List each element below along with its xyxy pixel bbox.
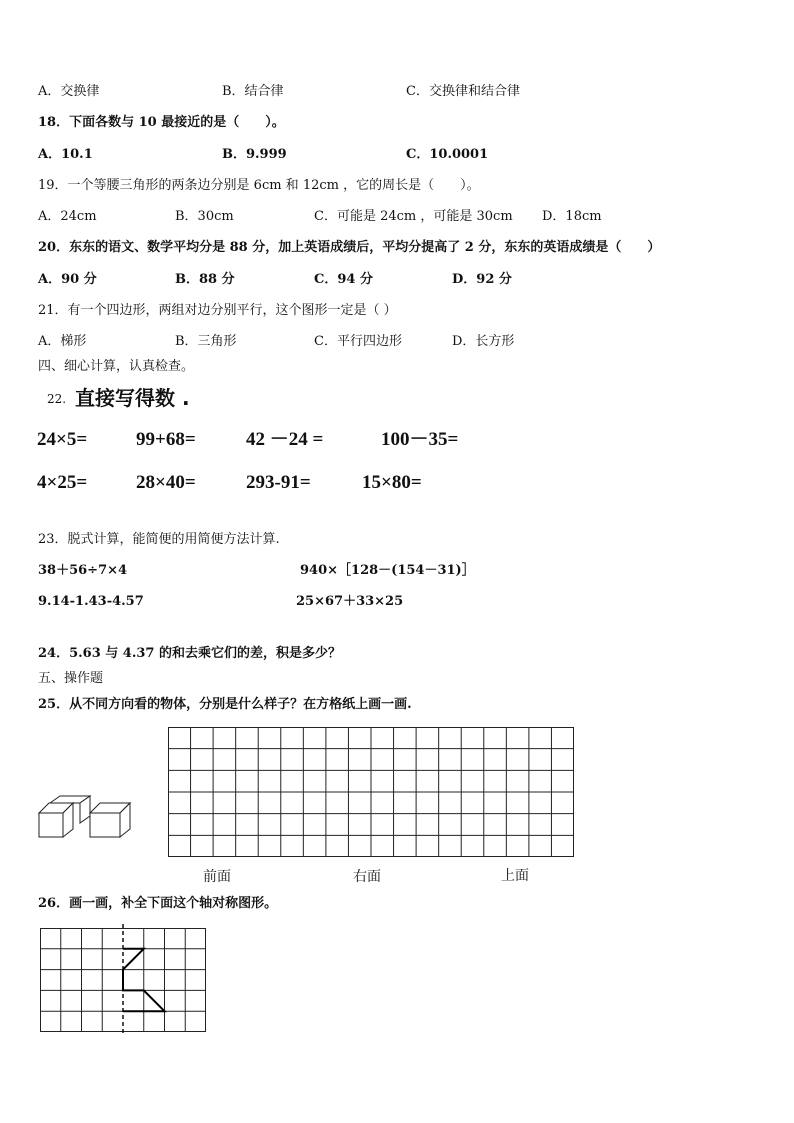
- q24-stem: 24．5.63 与 4.37 的和去乘它们的差，积是多少？: [38, 646, 341, 661]
- q22-r2-c2: 28×40=: [136, 472, 196, 493]
- q22-r1-c2: 99+68=: [136, 429, 196, 450]
- q21-option-a: A．梯形: [38, 334, 87, 349]
- q22-title: 直接写得数 .: [75, 386, 190, 410]
- q25-grid-paper[interactable]: [168, 727, 574, 857]
- q18-option-b: B．9.999: [222, 147, 287, 162]
- q18-option-c: C．10.0001: [406, 147, 489, 162]
- q20-option-d: D．92 分: [452, 272, 512, 287]
- q19-option-a: A．24cm: [38, 209, 97, 224]
- q19-option-d: D．18cm: [542, 209, 602, 224]
- q22-number: 22.: [47, 392, 67, 406]
- q21-stem: 21．有一个四边形，两组对边分别平行，这个图形一定是（ ）: [38, 303, 397, 318]
- q23-expr-4: 25×67＋33×25: [296, 594, 404, 609]
- q22-r2-c3: 293-91=: [246, 472, 311, 493]
- q20-stem: 20．东东的语文、数学平均分是 88 分，加上英语成绩后，平均分提高了 2 分，东东的英语成绩是（ ）: [38, 240, 661, 255]
- q21-option-c: C．平行四边形: [314, 334, 402, 349]
- q18-option-a: A．10.1: [38, 147, 93, 162]
- q19-stem: 19．一个等腰三角形的两条边分别是 6cm 和 12cm ，它的周长是（ ）。: [38, 178, 480, 193]
- q26-stem: 26．画一画，补全下面这个轴对称图形。: [38, 896, 278, 911]
- q22-r2-c1: 4×25=: [37, 472, 88, 493]
- q25-label-front: 前面: [203, 869, 231, 885]
- q26-symmetry-grid[interactable]: [40, 928, 206, 1032]
- q21-option-d: D．长方形: [452, 334, 515, 349]
- q19-option-b: B．30cm: [175, 209, 234, 224]
- q22-r2-c4: 15×80=: [362, 472, 422, 493]
- q19-option-c: C．可能是 24cm ，可能是 30cm: [314, 209, 513, 224]
- q23-expr-2: 940×［128－(154－31)］: [300, 563, 475, 578]
- q20-option-a: A．90 分: [38, 272, 97, 287]
- q22-r1-c4: 100－35=: [381, 429, 459, 450]
- q22-r1-c1: 24×5=: [37, 429, 88, 450]
- q20-option-c: C．94 分: [314, 272, 373, 287]
- q21-option-b: B．三角形: [175, 334, 237, 349]
- q25-label-right: 右面: [353, 869, 381, 885]
- q25-cube-figure: [38, 795, 134, 841]
- q18-stem: 18．下面各数与 10 最接近的是（ ）。: [38, 115, 285, 130]
- section-4-heading: 四、细心计算，认真检查。: [38, 359, 195, 374]
- q17-option-c: C．交换律和结合律: [406, 84, 520, 99]
- q23-expr-3: 9.14-1.43-4.57: [38, 594, 144, 609]
- q25-label-top: 上面: [501, 868, 529, 884]
- q17-option-a: A．交换律: [38, 84, 100, 99]
- q23-stem: 23．脱式计算，能简便的用简便方法计算.: [38, 532, 280, 547]
- q22-r1-c3: 42 －24 =: [246, 429, 324, 450]
- q25-stem: 25．从不同方向看的物体，分别是什么样子？在方格纸上画一画.: [38, 697, 412, 712]
- q20-option-b: B．88 分: [175, 272, 235, 287]
- section-5-heading: 五、操作题: [38, 671, 104, 686]
- q17-option-b: B．结合律: [222, 84, 284, 99]
- q23-expr-1: 38＋56÷7×4: [38, 563, 128, 578]
